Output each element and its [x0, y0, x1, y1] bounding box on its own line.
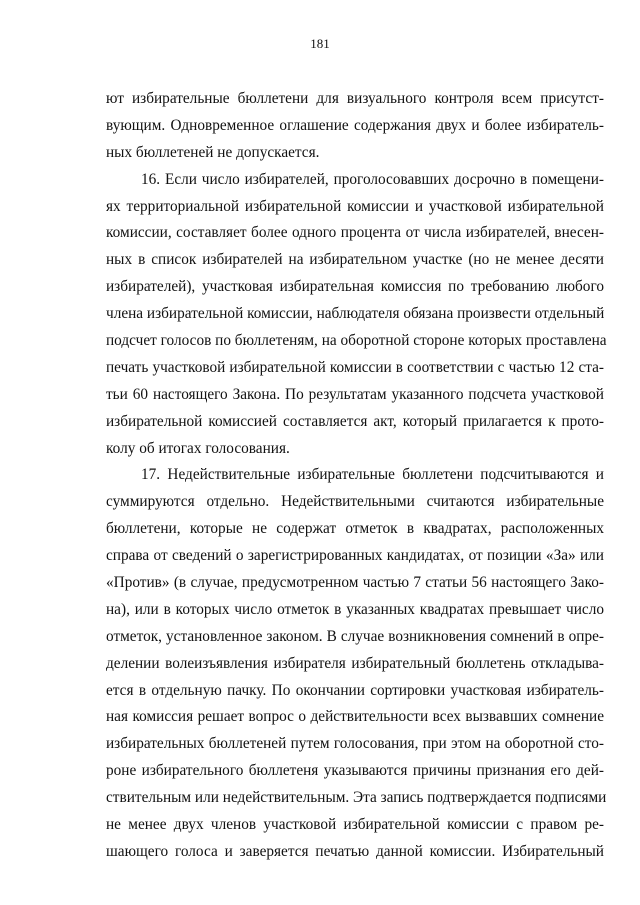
text-line: печать участковой избирательной комиссии в соответствии с частью 12 ста- [106, 358, 604, 376]
text-line: бюллетени, которые не содержат отметок в квадратах, расположенных [106, 520, 604, 538]
text-line: 16. Если число избирателей, проголосовавших досрочно в помещени- [141, 170, 604, 188]
text-line: члена избирательной комиссии, наблюдателя обязана произвести отдельный [106, 305, 605, 323]
text-line: избирателей), участковая избирательная комиссия по требованию любого [106, 278, 604, 296]
text-line: «Против» (в случае, предусмотренном частью 7 статьи 56 настоящего Зако- [106, 574, 604, 592]
text-line: не менее двух членов участковой избирательной комиссии с правом ре- [106, 816, 604, 834]
page-number: 181 [310, 36, 330, 51]
text-line: суммируются отдельно. Недействительными считаются избирательные [106, 493, 604, 511]
text-line: ют избирательные бюллетени для визуального контроля всем присутст- [106, 90, 604, 107]
text-line: отметок, установленное законом. В случае возникновения сомнений в опре- [106, 627, 604, 645]
text-line: ях территориальной избирательной комиссии и участковой избирательной [106, 197, 604, 215]
text-line: роне избирательного бюллетеня указываются причины признания его дей- [106, 762, 604, 780]
text-line: на), или в которых число отметок в указанных квадратах превышает число [106, 600, 604, 618]
text-line: тьи 60 настоящего Закона. По результатам указанного подсчета участковой [106, 385, 604, 403]
text-line: ствительным или недействительным. Эта запись подтверждается подписями [106, 789, 607, 807]
text-line: ется в отдельную пачку. По окончании сортировки участковая избиратель- [106, 681, 604, 699]
text-line: избирательной комиссией составляется акт, который прилагается к прото- [106, 412, 604, 430]
text-line: 17. Недействительные избирательные бюллетени подсчитываются и [141, 466, 604, 484]
text-line: комиссии, составляет более одного процента от числа избирателей, внесен- [106, 224, 604, 242]
text-line: делении волеизъявления избирателя избирательный бюллетень откладыва- [106, 654, 604, 672]
text-line: шающего голоса и заверяется печатью данной комиссии. Избирательный [106, 842, 604, 860]
body-text [106, 86, 607, 866]
text-line: подсчет голосов по бюллетеням, на оборотной стороне которых проставлена [106, 332, 607, 350]
text-line: колу об итогах голосования. [106, 439, 290, 457]
text-line: ных бюллетеней не допускается. [106, 143, 320, 161]
text-line: избирательных бюллетеней путем голосования, при этом на оборотной сто- [106, 735, 604, 753]
text-line: вующим. Одновременное оглашение содержания двух и более избиратель- [106, 116, 604, 134]
text-line: ных в список избирателей на избирательном участке (но не менее десяти [106, 251, 604, 269]
text-line: ная комиссия решает вопрос о действительности всех вызвавших сомнение [106, 708, 604, 726]
text-line: справа от сведений о зарегистрированных кандидатах, от позиции «За» или [106, 547, 604, 565]
